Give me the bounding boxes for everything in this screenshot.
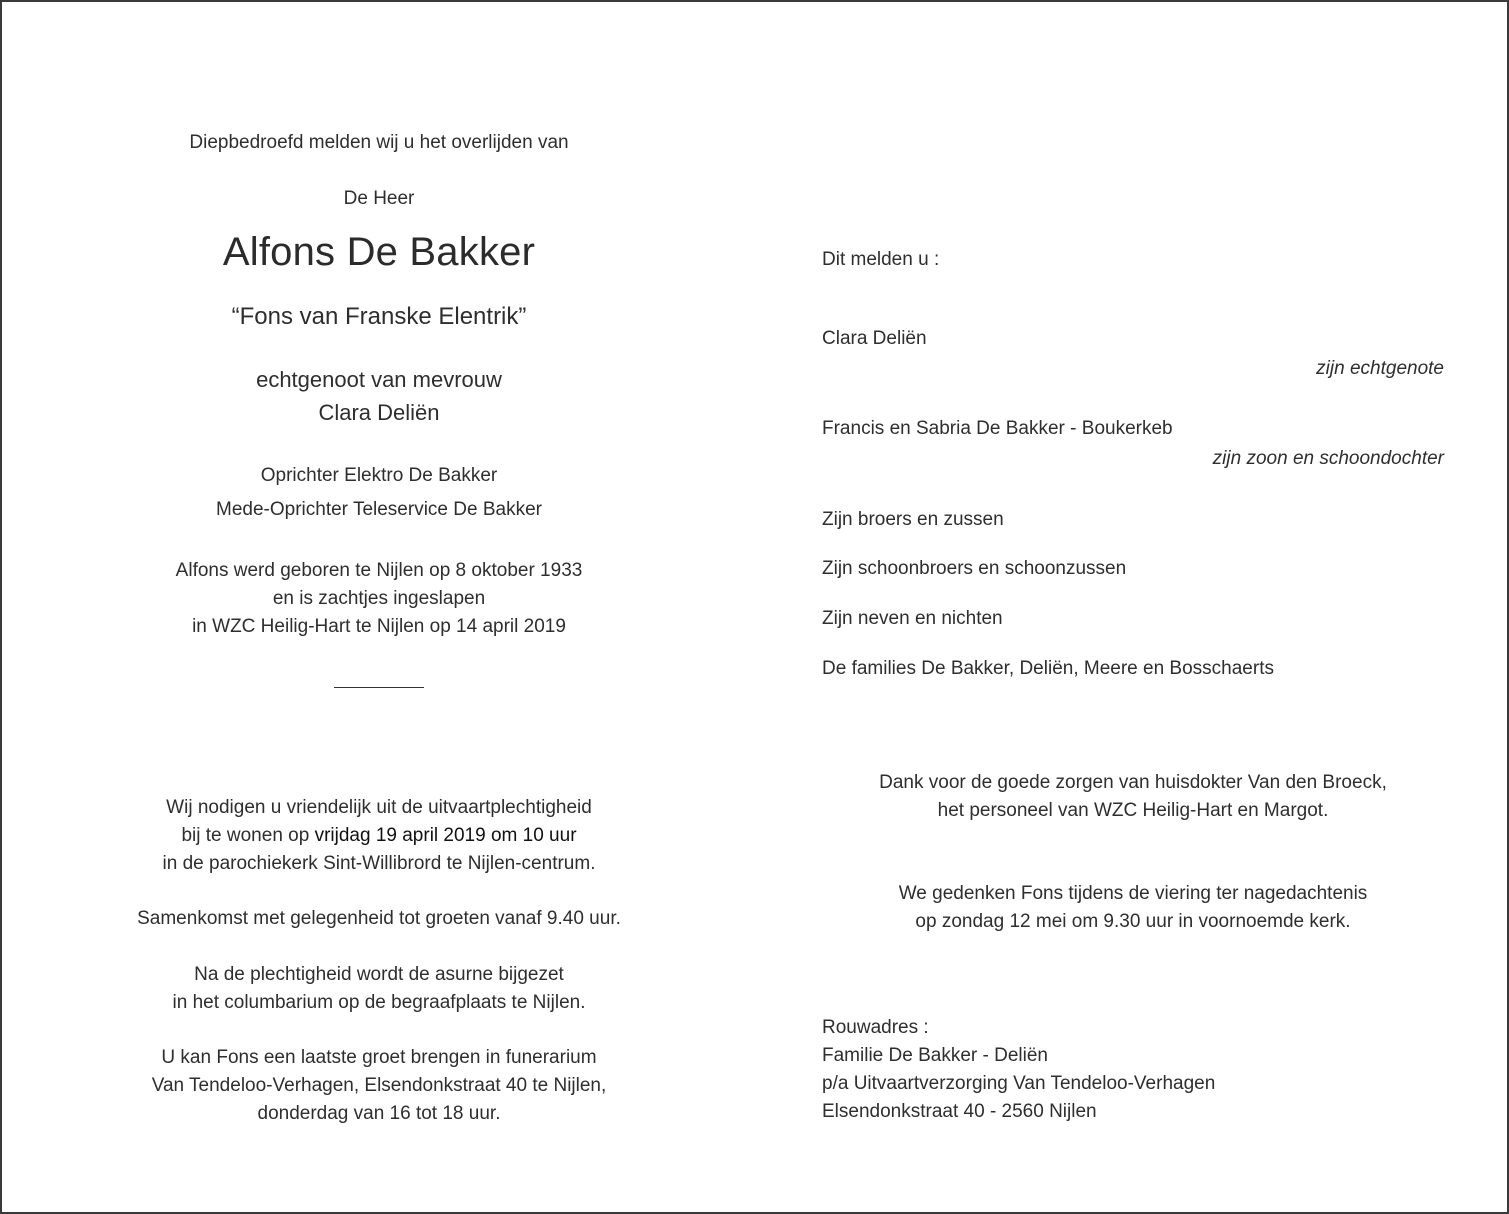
role-1: Oprichter Elektro De Bakker	[260, 465, 498, 486]
farewell-line: U kan Fons een laatste groet brengen in funerarium	[161, 1047, 597, 1068]
announce-text: Dit melden u :	[822, 249, 940, 270]
invite-line	[163, 822, 596, 850]
intro-text: Diepbedroefd melden wij u het overlijden van	[189, 132, 569, 153]
life-line: in WZC Heilig-Hart te Nijlen op 14 april 2019	[192, 616, 566, 637]
family-relation: zijn echtgenote	[1316, 358, 1444, 379]
address-heading: Rouwadres :	[822, 1017, 929, 1038]
life-line: en is zachtjes ingeslapen	[272, 588, 486, 609]
farewell-line: donderdag van 16 tot 18 uur.	[257, 1103, 501, 1124]
relatives-line: Zijn schoonbroers en schoonzussen	[822, 558, 1127, 579]
remembrance-block	[899, 880, 1368, 936]
invite-date: vrijdag 19 april 2019 om 10 uur	[314, 825, 577, 846]
thanks-line: Dank voor de goede zorgen van huisdokter Van den Broeck,	[879, 772, 1387, 793]
deceased-name: Alfons De Bakker	[222, 230, 536, 274]
burial-line: in het columbarium op de begraafplaats te Nijlen.	[172, 992, 586, 1013]
invite-prefix: bij te wonen op	[181, 825, 315, 846]
burial-block	[173, 961, 586, 1017]
invite-line: Wij nodigen u vriendelijk uit de uitvaartplechtigheid	[166, 797, 592, 818]
spouse-intro: echtgenoot van mevrouw	[256, 367, 502, 392]
spouse-name: Clara Deliën	[318, 400, 440, 425]
remembrance-line: We gedenken Fons tijdens de viering ter nagedachtenis	[898, 883, 1368, 904]
nickname: “Fons van Franske Elentrik”	[231, 303, 527, 330]
role-2: Mede-Oprichter Teleservice De Bakker	[216, 499, 542, 520]
farewell-block	[152, 1044, 607, 1128]
address-line: Elsendonkstraat 40 - 2560 Nijlen	[822, 1101, 1097, 1122]
salutation: De Heer	[343, 188, 415, 209]
invite-line: in de parochiekerk Sint-Willibrord te Nijlen-centrum.	[162, 853, 596, 874]
farewell-line: Van Tendeloo-Verhagen, Elsendonkstraat 40 te Nijlen,	[151, 1075, 607, 1096]
gathering-text: Samenkomst met gelegenheid tot groeten vanaf 9.40 uur.	[137, 908, 621, 929]
address-line: p/a Uitvaartverzorging Van Tendeloo-Verhagen	[822, 1073, 1216, 1094]
relatives-line: Zijn broers en zussen	[822, 509, 1004, 530]
family-name: Clara Deliën	[822, 328, 927, 349]
family-name: Francis en Sabria De Bakker - Boukerkeb	[822, 418, 1173, 439]
relatives-line: De families De Bakker, Deliën, Meere en Bosschaerts	[822, 658, 1274, 679]
thanks-block	[879, 769, 1387, 825]
address-line: Familie De Bakker - Deliën	[822, 1045, 1048, 1066]
divider	[334, 687, 424, 688]
family-relation: zijn zoon en schoondochter	[1212, 448, 1444, 469]
life-block	[176, 557, 583, 641]
burial-line: Na de plechtigheid wordt de asurne bijgezet	[194, 964, 564, 985]
life-line: Alfons werd geboren te Nijlen op 8 oktober 1933	[175, 560, 583, 581]
remembrance-line: op zondag 12 mei om 9.30 uur in voornoemde kerk.	[915, 911, 1351, 932]
relatives-line: Zijn neven en nichten	[822, 608, 1003, 629]
address-block	[822, 1014, 1215, 1126]
invite-block	[163, 794, 596, 878]
thanks-line: het personeel van WZC Heilig-Hart en Margot.	[937, 800, 1329, 821]
